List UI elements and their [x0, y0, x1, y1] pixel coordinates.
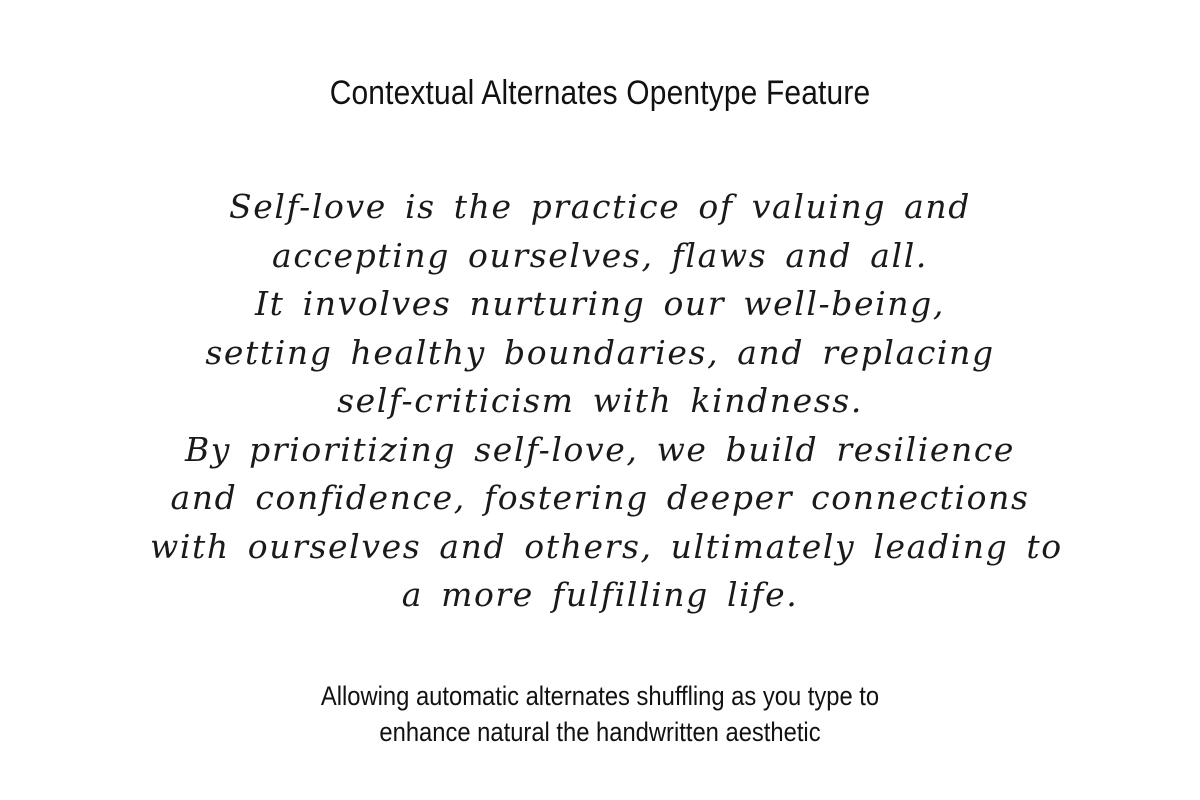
caption-line: enhance natural the handwritten aesthetic	[379, 717, 821, 747]
sample-line: with ourselves and others, ultimately leading to	[150, 526, 1063, 566]
feature-title: Contextual Alternates Opentype Feature	[329, 74, 871, 112]
sample-line: Self-love is the practice of valuing and	[228, 187, 972, 226]
sample-line: self-criticism with kindness.	[337, 381, 863, 420]
caption-line: Allowing automatic alternates shuffling as you type to	[320, 681, 880, 711]
sample-line: It involves nurturing our well-being,	[255, 284, 945, 323]
handwritten-sample-text	[150, 183, 1063, 620]
sample-line: By prioritizing self-love, we build resilience	[184, 429, 1016, 469]
sample-line: and confidence, fostering deeper connections	[170, 478, 1030, 517]
feature-caption	[72, 678, 1128, 750]
sample-line: accepting ourselves, flaws and all.	[272, 235, 928, 275]
sample-line: a more fulfilling life.	[401, 575, 799, 614]
sample-line: setting healthy boundaries, and replacing	[205, 332, 995, 372]
